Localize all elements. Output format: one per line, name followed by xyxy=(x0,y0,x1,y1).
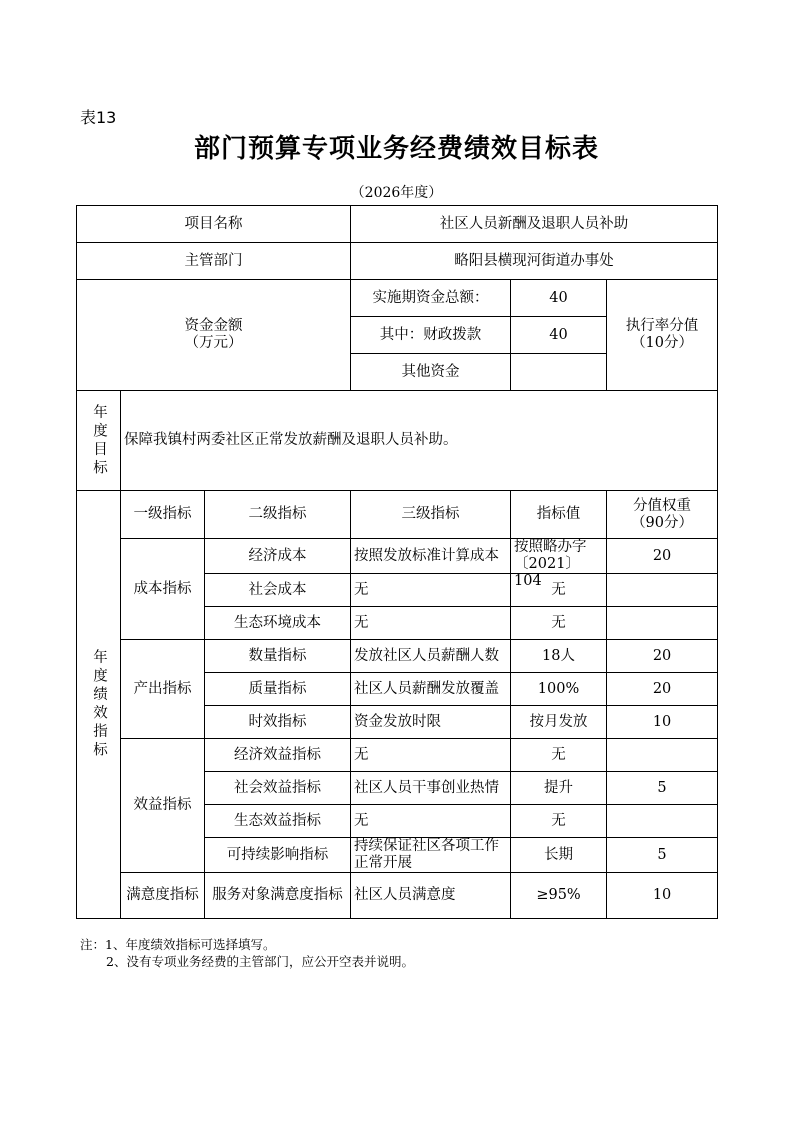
row-l2: 服务对象满意度指标 xyxy=(205,873,351,919)
row-value: 无 xyxy=(511,607,607,640)
project-name-label: 项目名称 xyxy=(77,206,351,243)
row-value: ≥95% xyxy=(511,873,607,919)
header-weight xyxy=(607,491,718,539)
fiscal-year: （2026年度） xyxy=(350,185,443,201)
row-weight: 20 xyxy=(607,640,718,673)
row-weight: 5 xyxy=(607,772,718,805)
row-weight xyxy=(607,739,718,772)
header-value: 指标值 xyxy=(511,491,607,539)
funds-label-line1: 资金金额 xyxy=(184,318,243,334)
performance-table xyxy=(76,205,718,919)
footnotes xyxy=(80,936,414,970)
annual-goal-text: 保障我镇村两委社区正常发放薪酬及退职人员补助。 xyxy=(121,391,718,491)
header-level3: 三级指标 xyxy=(351,491,511,539)
funds-label xyxy=(77,280,351,391)
header-weight-line2: （90分） xyxy=(631,514,694,531)
row-l2: 生态环境成本 xyxy=(205,607,351,640)
dept-row xyxy=(77,243,718,280)
row-l3: 社区人员干事创业热情 xyxy=(351,772,511,805)
row-l3: 发放社区人员薪酬人数 xyxy=(351,640,511,673)
row-weight: 20 xyxy=(607,539,718,574)
row-value: 长期 xyxy=(511,838,607,873)
group-output: 产出指标 xyxy=(121,640,205,739)
footnote-1: 注：1、年度绩效指标可选择填写。 xyxy=(80,937,276,952)
fiscal-funds-label: 其中：财政拨款 xyxy=(351,317,511,354)
indicator-header-row xyxy=(77,491,718,539)
row-l2: 社会效益指标 xyxy=(205,772,351,805)
dept-label: 主管部门 xyxy=(77,243,351,280)
row-l2: 生态效益指标 xyxy=(205,805,351,838)
rate-label-line2: （10分） xyxy=(631,335,694,351)
row-l2: 可持续影响指标 xyxy=(205,838,351,873)
funds-label-line2: （万元） xyxy=(184,335,243,351)
total-funds-value: 40 xyxy=(511,280,607,317)
row-l3: 持续保证社区各项工作正常开展 xyxy=(351,838,511,873)
row-weight xyxy=(607,805,718,838)
row-value: 按月发放 xyxy=(511,706,607,739)
annual-goal-label xyxy=(77,391,121,491)
row-weight xyxy=(607,574,718,607)
row-weight xyxy=(607,607,718,640)
row-l2: 社会成本 xyxy=(205,574,351,607)
row-value: 无 xyxy=(511,739,607,772)
table-row xyxy=(77,739,718,772)
row-value: 18人 xyxy=(511,640,607,673)
group-satisfaction: 满意度指标 xyxy=(121,873,205,919)
row-value: 按照略办字〔2021〕104 xyxy=(511,539,607,574)
row-weight: 10 xyxy=(607,873,718,919)
page-title: 部门预算专项业务经费绩效目标表 xyxy=(193,134,599,164)
row-value: 100% xyxy=(511,673,607,706)
table-row xyxy=(77,539,718,574)
table-number: 表13 xyxy=(80,108,117,127)
header-level2: 二级指标 xyxy=(205,491,351,539)
perf-indicators-label xyxy=(77,491,121,919)
execution-rate-score xyxy=(607,280,718,391)
row-l2: 经济成本 xyxy=(205,539,351,574)
table-row xyxy=(77,873,718,919)
header-level1: 一级指标 xyxy=(121,491,205,539)
row-weight: 20 xyxy=(607,673,718,706)
row-l3: 无 xyxy=(351,574,511,607)
row-l2: 经济效益指标 xyxy=(205,739,351,772)
project-name-value: 社区人员新酬及退职人员补助 xyxy=(351,206,718,243)
total-funds-label: 实施期资金总额： xyxy=(351,280,511,317)
row-l2: 数量指标 xyxy=(205,640,351,673)
funds-row xyxy=(77,280,718,317)
row-l2: 时效指标 xyxy=(205,706,351,739)
other-funds-label: 其他资金 xyxy=(351,354,511,391)
row-l3: 无 xyxy=(351,805,511,838)
row-l3: 无 xyxy=(351,739,511,772)
row-value: 无 xyxy=(511,805,607,838)
header-weight-line1: 分值权重 xyxy=(633,497,692,514)
row-weight: 10 xyxy=(607,706,718,739)
project-row xyxy=(77,206,718,243)
row-l3: 按照发放标准计算成本 xyxy=(351,539,511,574)
row-value: 无 xyxy=(511,574,607,607)
table-row xyxy=(77,640,718,673)
other-funds-value xyxy=(511,354,607,391)
row-l3: 社区人员薪酬发放覆盖 xyxy=(351,673,511,706)
row-value: 提升 xyxy=(511,772,607,805)
row-l3: 社区人员满意度 xyxy=(351,873,511,919)
footnote-2: 2、没有专项业务经费的主管部门，应公开空表并说明。 xyxy=(106,954,414,969)
group-benefit: 效益指标 xyxy=(121,739,205,873)
fiscal-funds-value: 40 xyxy=(511,317,607,354)
row-weight: 5 xyxy=(607,838,718,873)
perf-indicators-label-text: 年度绩效指标 xyxy=(91,649,107,760)
group-cost: 成本指标 xyxy=(121,539,205,640)
row-l3: 资金发放时限 xyxy=(351,706,511,739)
goal-row xyxy=(77,391,718,491)
annual-goal-label-text: 年度目标 xyxy=(91,403,107,478)
row-l2: 质量指标 xyxy=(205,673,351,706)
dept-value: 略阳县横现河街道办事处 xyxy=(351,243,718,280)
row-l3: 无 xyxy=(351,607,511,640)
rate-label-line1: 执行率分值 xyxy=(625,318,699,334)
